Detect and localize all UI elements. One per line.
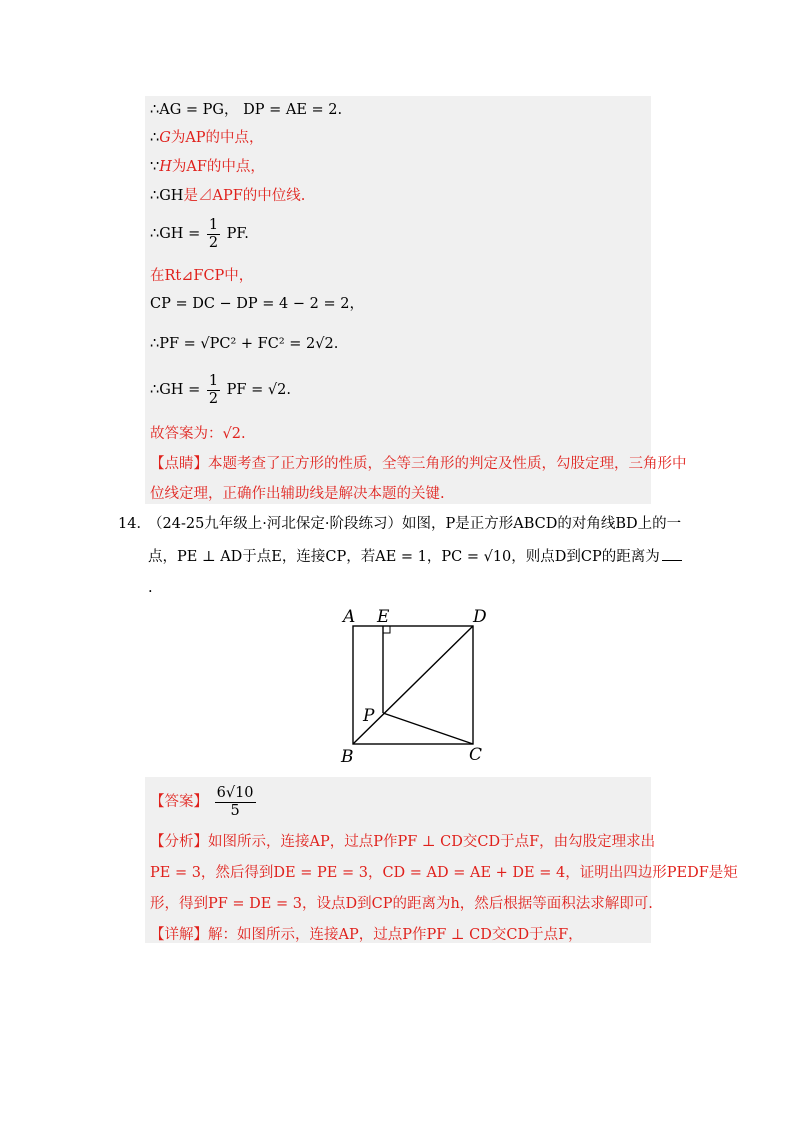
detail-line: 【详解】解：如图所示，连接AP，过点P作PF ⊥ CD交CD于点F， xyxy=(150,927,583,943)
label-c: C xyxy=(469,745,483,765)
solution-line-2 xyxy=(150,128,264,148)
solution-line-6: 在Rt⊿FCP中， xyxy=(150,268,254,284)
fraction-denominator-2: 2 xyxy=(208,390,219,407)
solution-line-8: ∴PF = √PC² + FC² = 2√2. xyxy=(150,336,339,352)
midpoint-text-2: 为AF的中点， xyxy=(171,159,265,175)
solution-line-1: ∴AG = PG， DP = AE = 2. xyxy=(150,102,343,118)
because-symbol: ∵ xyxy=(150,159,160,175)
fraction-numerator: 1 xyxy=(208,216,219,233)
question-line-2-text: 点，PE ⊥ AD于点E，连接CP，若AE = 1，PC = √10，则点D到CP的距离为 xyxy=(148,549,660,565)
gh-equals-2: ∴GH = xyxy=(150,382,201,398)
comment-line-1: 【点睛】本题考查了正方形的性质，全等三角形的判定及性质，勾股定理，三角形中 xyxy=(150,456,687,472)
fraction-half-2 xyxy=(207,373,220,408)
geometry-figure xyxy=(335,600,495,770)
fraction-denominator: 2 xyxy=(208,234,219,251)
answer-fraction xyxy=(215,785,256,820)
solution-line-3 xyxy=(150,157,265,177)
answer-label: 【答案】 xyxy=(150,794,208,810)
solution-line-9 xyxy=(150,370,291,410)
label-d: D xyxy=(473,607,487,627)
comment-line-2: 位线定理，正确作出辅助线是解决本题的关键. xyxy=(150,486,445,502)
gh-text: ∴GH xyxy=(150,188,184,204)
midpoint-text: 为AP的中点， xyxy=(170,130,264,146)
midline-text: 是⊿APF的中位线. xyxy=(183,188,306,204)
therefore-symbol: ∴ xyxy=(150,130,160,146)
pf-text: PF. xyxy=(226,226,249,242)
answer-blank xyxy=(662,546,682,561)
point-h: H xyxy=(159,159,172,175)
analysis-line-3: 形，得到PF = DE = 3，设点D到CP的距离为h，然后根据等面积法求解即可. xyxy=(150,896,653,912)
diagonal-bd xyxy=(353,626,473,744)
point-g: G xyxy=(159,130,171,146)
answer-line xyxy=(150,782,258,822)
fraction-numerator-2: 1 xyxy=(208,372,219,389)
label-a: A xyxy=(343,607,356,627)
solution-line-10: 故答案为：√2. xyxy=(150,426,246,442)
question-line-3: . xyxy=(148,580,153,596)
right-angle-mark xyxy=(383,626,390,633)
label-e: E xyxy=(377,607,390,627)
question-line-2 xyxy=(148,546,682,567)
question-number: 14． xyxy=(118,516,151,532)
solution-line-5 xyxy=(150,214,249,254)
solution-line-7: CP = DC − DP = 4 − 2 = 2， xyxy=(150,296,364,312)
answer-numerator: 6√10 xyxy=(216,784,254,801)
question-line-1: （24-25九年级上·河北保定·阶段练习）如图，P是正方形ABCD的对角线BD上的一 xyxy=(148,516,682,532)
label-p: P xyxy=(363,706,375,726)
fraction-half xyxy=(207,217,220,252)
solution-line-4 xyxy=(150,186,305,206)
answer-denominator: 5 xyxy=(230,802,240,819)
label-b: B xyxy=(341,747,354,767)
analysis-line-2: PE = 3，然后得到DE = PE = 3，CD = AD = AE + DE = 4，证明出四边形PEDF是矩 xyxy=(150,865,738,881)
pf-result: PF = √2. xyxy=(226,382,291,398)
analysis-line-1: 【分析】如图所示，连接AP，过点P作PF ⊥ CD交CD于点F，由勾股定理求出 xyxy=(150,834,656,850)
gh-equals: ∴GH = xyxy=(150,226,201,242)
segment-pc xyxy=(383,713,473,744)
